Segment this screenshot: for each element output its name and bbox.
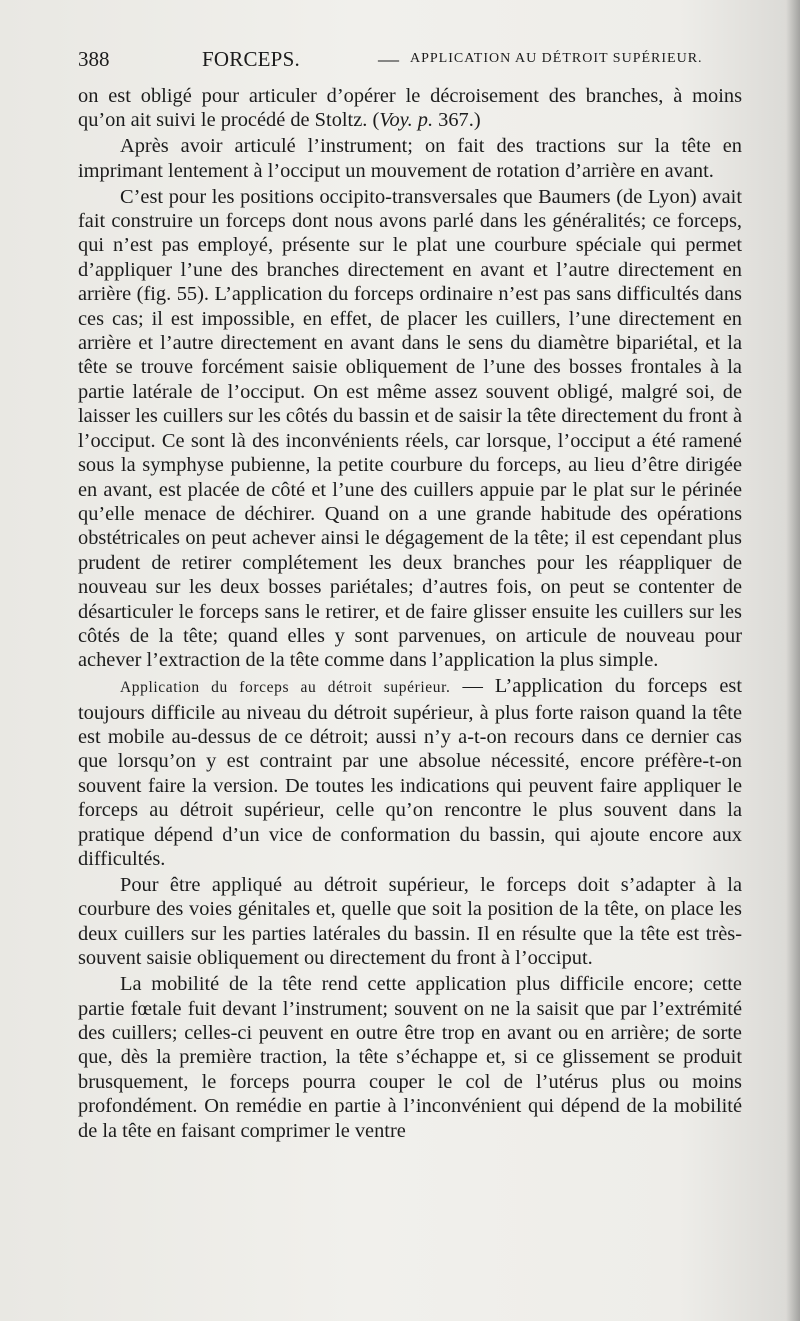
section-heading: Application du forceps au détroit supérieur. [120,679,451,697]
paragraph: Pour être appliqué au détroit supérieur, le forceps doit s’adapter à la courbure des voies génitales et, quelle que soit la position de la tête, on place les deux cuillers sur les parties latérales du bassin. Il en résulte que la tête est très-souvent saisie obliquement ou directement du front à l’occiput. [78,874,742,970]
header-dash: — [378,47,399,71]
paragraph: La mobilité de la tête rend cette application plus difficile encore; cette partie fœtale fuit devant l’instrument; souvent on ne la saisit que par l’extrémité des cuillers; celles-ci peuvent en outre être trop en avant ou en arrière; de sorte que, dès la première traction, la tête s’échappe et, si ce glissement se produit brusquement, le forceps pourra couper le col de l’utérus plus ou moins profondément. On remédie en partie à l’inconvénient qui dépend de la mobilité de la tête en faisant comprimer le ventre [78,973,742,1142]
paragraph [78,84,742,133]
section-paragraph [78,674,742,871]
paragraph-text: 367.) [433,109,481,132]
reference-text: Voy. p. [379,109,434,132]
header-title: FORCEPS. [202,47,300,71]
paragraph: C’est pour les positions occipito-transversales que Baumers (de Lyon) avait fait construire un forceps dont nous avons parlé dans les généralités; ce forceps, qui n’est pas employé, présente sur le plat une courbure spéciale qui permet d’appliquer l’une des branches directement en avant et l’autre directement en arrière (fig. 55). L’application du forceps ordinaire n’est pas sans difficultés dans ces cas; il est impossible, en effet, de placer les cuillers, l’une directement en arrière et l’autre directement en avant dans le sens du diamètre bipariétal, et la tête se trouve forcément saisie obliquement de l’une des bosses frontales à la partie latérale de l’occiput. On est même assez souvent obligé, malgré soi, de laisser les cuillers sur les côtés du bassin et de saisir la tête directement du front à l’occiput. Ce sont là des inconvénients réels, car lorsque, l’occiput a été ramené sous la symphyse pubienne, la petite courbure du forceps, au lieu d’être dirigée en avant, est placée de côté et l’une des cuillers appuie par le plat sur le périnée qu’elle menace de déchirer. Quand on a une grande habitude des opérations obstétricales on peut achever ainsi le dégagement de la tête; il est cependant plus prudent de retirer complétement les deux branches pour les réappliquer de nouveau sur les deux bosses pariétales; d’autres fois, on peut se contenter de désarticuler le forceps sans le retirer, et de faire glisser ensuite les cuillers sur les côtés de la tête; quand elles y sont parvenues, on articule de nouveau pour achever l’extraction de la tête comme dans l’application la plus simple. [78,185,742,672]
page-number: 388 [78,47,110,71]
paragraph-text: on est obligé pour articuler d’opérer le décroisement des branches, à moins qu’on ait suivi le procédé de Stoltz. ( [78,85,742,132]
page-edge-shadow [786,0,800,1321]
paragraph: Après avoir articulé l’instrument; on fait des tractions sur la tête en imprimant lentement à l’occiput un mouvement de rotation d’arrière en avant. [78,135,742,182]
body-text [78,84,742,1143]
paragraph-text: — L’application du forceps est toujours difficile au niveau du détroit supérieur, à plus forte raison quand la tête est mobile au-dessus de ce détroit; aussi n’y a-t-on recours dans ce dernier cas que lorsqu’on y est contraint par une absolue nécessité, encore préfère-t-on souvent faire la version. De toutes les indications qui peuvent faire appliquer le forceps au détroit supérieur, celle qu’on rencontre le plus souvent dans la pratique dépend d’un vice de conformation du bassin, qui ajoute encore aux difficultés. [78,675,742,871]
running-header [78,47,738,75]
header-subtitle: APPLICATION AU DÉTROIT SUPÉRIEUR. [410,51,703,66]
